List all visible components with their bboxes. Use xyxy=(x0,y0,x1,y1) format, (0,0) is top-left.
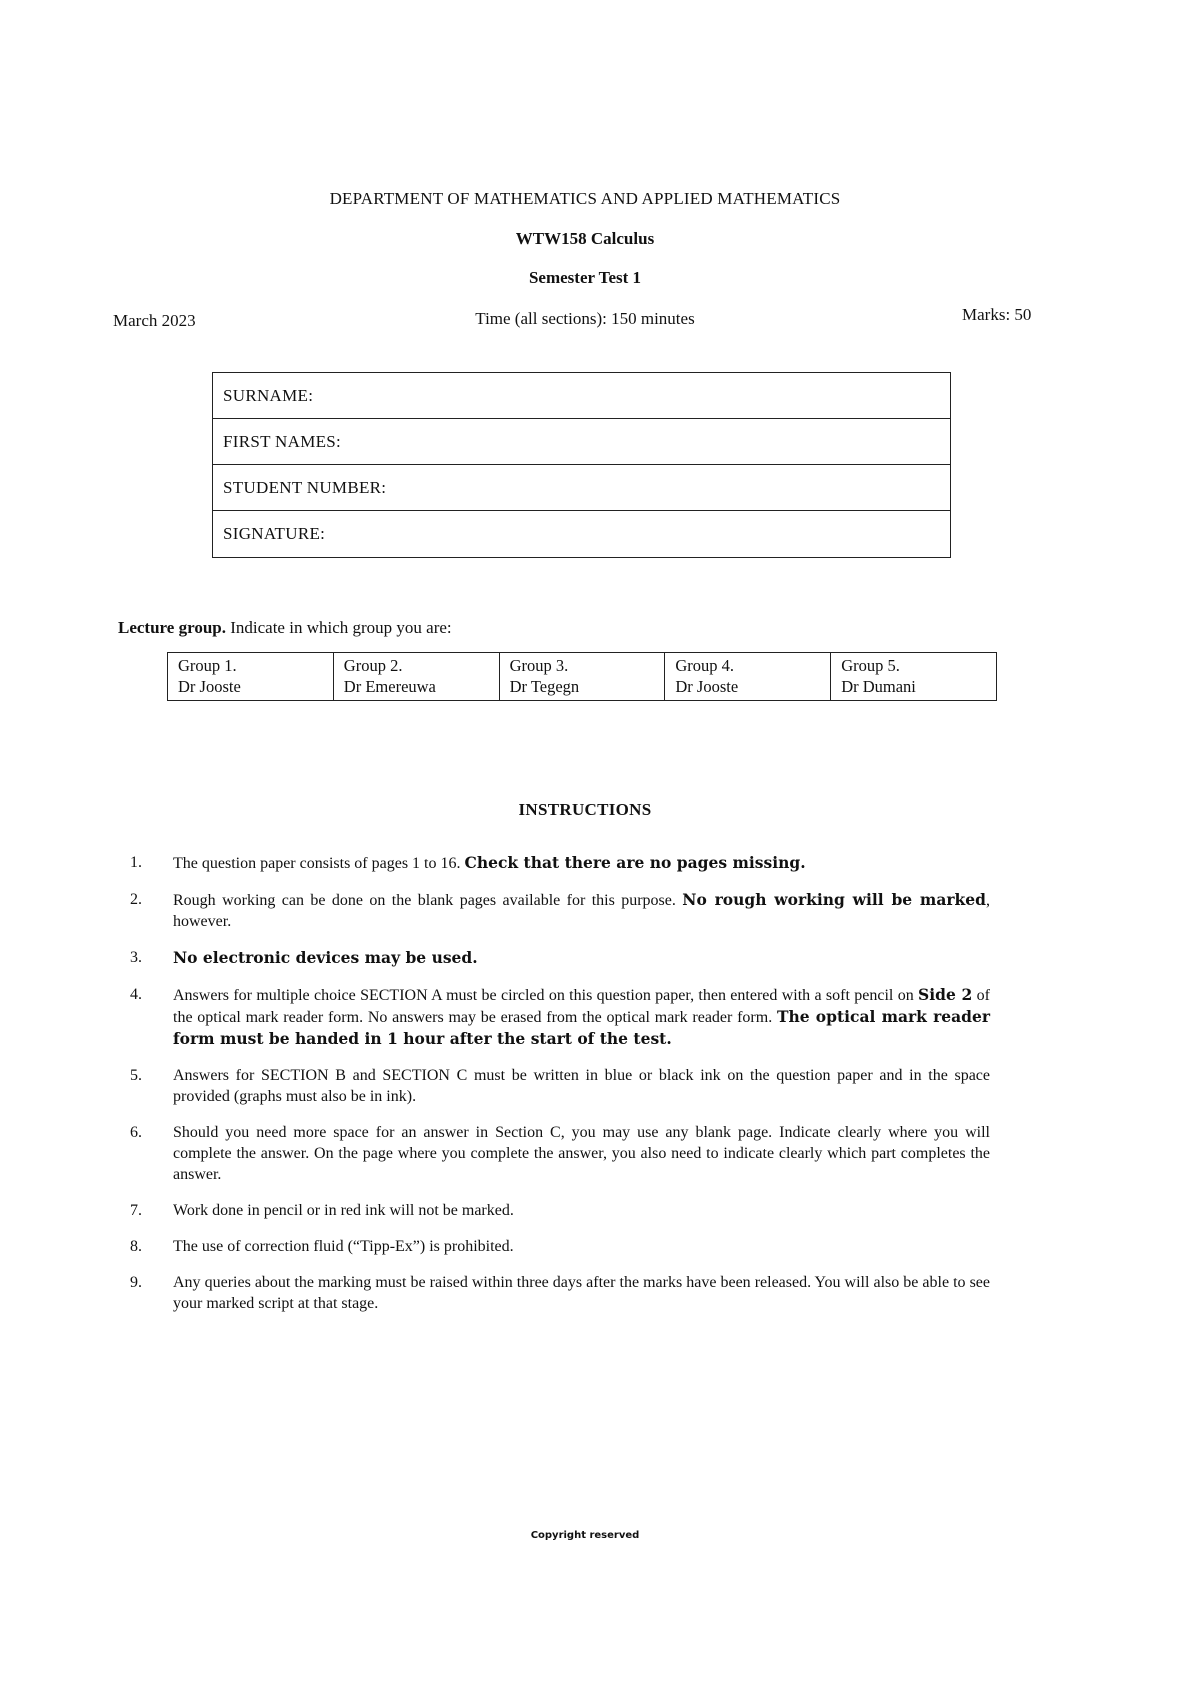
group-option[interactable] xyxy=(334,653,500,700)
instruction-text xyxy=(173,1122,990,1185)
instruction-fragment: The question paper consists of pages 1 to 16. xyxy=(173,855,465,872)
instruction-item xyxy=(130,984,990,1050)
lecture-group-label: Lecture group. xyxy=(118,618,226,637)
group-lecturer: Dr Dumani xyxy=(841,677,916,696)
instruction-item xyxy=(130,1272,990,1314)
instruction-fragment: Answers for multiple choice SECTION A must be circled on this question paper, then entered with a soft pencil on xyxy=(173,987,919,1004)
test-duration: Time (all sections): 150 minutes xyxy=(475,309,695,328)
instruction-item xyxy=(130,1200,990,1221)
instruction-item xyxy=(130,852,990,874)
instruction-fragment: Answers for SECTION B and SECTION C must be written in blue or black ink on the question paper and in the space provided (graphs must also be in ink). xyxy=(173,1067,990,1105)
course-title: WTW158 Calculus xyxy=(515,229,655,248)
instruction-number: 7. xyxy=(130,1202,142,1219)
group-lecturer: Dr Emereuwa xyxy=(343,677,436,696)
instructions-list xyxy=(130,852,990,1329)
lecture-group-table xyxy=(167,652,997,701)
instruction-text xyxy=(173,1200,990,1221)
instruction-text xyxy=(173,1236,990,1257)
instruction-emphasis: The optical mark reader form must be handed in 1 hour after the start of the test. xyxy=(173,1007,991,1048)
department-heading: DEPARTMENT OF MATHEMATICS AND APPLIED MATHEMATICS xyxy=(329,189,841,208)
instruction-number: 9. xyxy=(130,1274,142,1291)
surname-field[interactable]: SURNAME: xyxy=(213,373,950,419)
instruction-text xyxy=(173,1065,990,1107)
lecture-group-prompt xyxy=(118,618,452,638)
group-option[interactable] xyxy=(665,653,831,700)
group-option[interactable] xyxy=(168,653,334,700)
test-date: March 2023 xyxy=(113,311,196,330)
group-name: Group 2. xyxy=(343,656,403,675)
group-name: Group 1. xyxy=(178,656,237,675)
instruction-number: 2. xyxy=(130,891,142,908)
instructions-heading: INSTRUCTIONS xyxy=(518,800,652,819)
instruction-text xyxy=(173,889,990,932)
instruction-text xyxy=(173,947,990,969)
group-lecturer: Dr Tegegn xyxy=(509,677,580,696)
student-number-field[interactable]: STUDENT NUMBER: xyxy=(213,465,950,511)
instruction-fragment: Rough working can be done on the blank pages available for this purpose. xyxy=(173,892,683,909)
instruction-emphasis: Side 2 xyxy=(918,985,973,1004)
student-details-box xyxy=(212,372,951,558)
instruction-fragment: Should you need more space for an answer in Section C, you may use any blank page. Indicate clearly where you will complete the answer. On the page where you complete the answer, you also need to indicate clearly which part completes the answer. xyxy=(173,1124,990,1183)
instruction-fragment: , however. xyxy=(173,892,990,930)
instruction-number: 6. xyxy=(130,1124,142,1141)
instruction-fragment: The use of correction fluid (“Tipp-Ex”) is prohibited. xyxy=(173,1238,514,1255)
instruction-number: 1. xyxy=(130,854,142,871)
signature-field[interactable]: SIGNATURE: xyxy=(223,524,326,543)
group-lecturer: Dr Jooste xyxy=(675,677,739,696)
group-name: Group 5. xyxy=(841,656,900,675)
instruction-emphasis: Check that there are no pages missing. xyxy=(464,853,806,872)
group-option[interactable] xyxy=(831,653,996,700)
instruction-number: 5. xyxy=(130,1067,142,1084)
lecture-group-instruction: Indicate in which group you are: xyxy=(230,618,452,637)
instruction-item xyxy=(130,1236,990,1257)
instruction-text xyxy=(173,852,990,874)
instruction-text xyxy=(173,1272,990,1314)
instruction-fragment: of the optical mark reader form. No answers may be erased from the optical mark reader form. xyxy=(173,987,991,1026)
test-title: Semester Test 1 xyxy=(528,268,642,287)
instruction-item xyxy=(130,1122,990,1185)
group-lecturer: Dr Jooste xyxy=(178,677,241,696)
group-name: Group 4. xyxy=(675,656,735,675)
copyright-notice: Copyright reserved xyxy=(530,1530,640,1541)
instruction-fragment: Any queries about the marking must be raised within three days after the marks have been released. You will also be able to see your marked script at that stage. xyxy=(173,1274,990,1312)
instruction-number: 8. xyxy=(130,1238,142,1255)
total-marks: Marks: 50 xyxy=(962,305,1032,324)
instruction-text xyxy=(173,984,990,1050)
group-name: Group 3. xyxy=(509,656,569,675)
instruction-number: 3. xyxy=(130,949,142,966)
instruction-item xyxy=(130,1065,990,1107)
first-names-field[interactable]: FIRST NAMES: xyxy=(213,419,950,465)
instruction-item xyxy=(130,889,990,932)
group-option[interactable] xyxy=(500,653,666,700)
instruction-emphasis: No electronic devices may be used. xyxy=(173,948,478,967)
instruction-item xyxy=(130,947,990,969)
instruction-fragment: Work done in pencil or in red ink will not be marked. xyxy=(173,1202,514,1219)
instruction-number: 4. xyxy=(130,986,142,1003)
instruction-emphasis: No rough working will be marked xyxy=(682,890,986,909)
